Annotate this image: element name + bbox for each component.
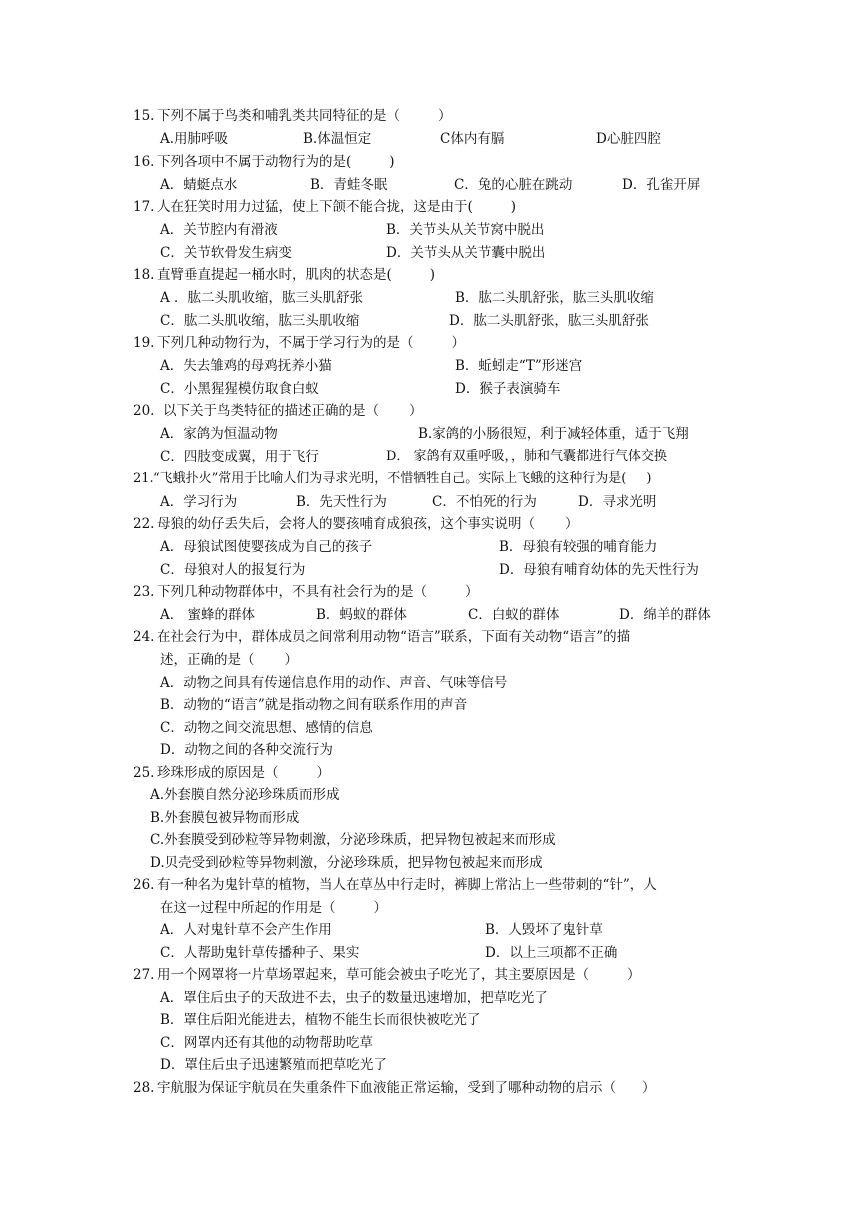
option-c: C．关节软骨发生病变: [160, 245, 292, 261]
option-b: B.外套膜包被异物而形成: [150, 810, 300, 826]
option-d: D心脏四腔: [596, 131, 661, 147]
option-a: A.用肺呼吸: [160, 131, 229, 147]
answer-paren: ）: [627, 967, 641, 983]
option-d: D.贝壳受到砂粒等异物刺激，分泌珍珠质，把异物包被起来而形成: [150, 855, 543, 871]
option-d: D．动物之间的各种交流行为: [160, 742, 333, 758]
question-22: [133, 515, 579, 533]
option-b: B．动物的“语言”就是指动物之间有联系作用的声音: [160, 697, 468, 713]
question-stem: 有一种名为鬼针草的植物，当人在草丛中行走时，裤脚上常沾上一些带刺的“针”，人: [157, 877, 657, 893]
option-a: A．家鸽为恒温动物: [160, 426, 278, 442]
question-number: 18.: [133, 267, 155, 283]
question-stem: 在社会行为中，群体成员之间常利用动物“语言”联系，下面有关动物“语言”的描: [157, 629, 631, 645]
option-d: D．关节头从关节囊中脱出: [386, 245, 546, 261]
question-17: [133, 198, 516, 216]
option-b: B．青蛙冬眠: [310, 177, 388, 193]
question-25: [133, 764, 330, 782]
option-c: C体内有膈: [440, 131, 505, 147]
answer-paren: ): [510, 199, 517, 215]
option-c: C．四肢变成翼，用于飞行: [160, 449, 319, 465]
option-d: D．以上三项都不正确: [485, 945, 618, 961]
question-stem: 直臂垂直提起一桶水时，肌肉的状态是(: [157, 267, 392, 283]
question-stem: 用一个网罩将一片草场罩起来，草可能会被虫子吃光了，其主要原因是（: [157, 967, 589, 983]
question-stem: 下列不属于鸟类和哺乳类共同特征的是（: [157, 108, 400, 124]
answer-paren: ): [646, 471, 652, 486]
option-c: C．网罩内还有其他的动物帮助吃草: [160, 1035, 373, 1051]
option-a: A．罩住后虫子的天敌进不去，虫子的数量迅速增加，把草吃光了: [160, 990, 548, 1006]
answer-paren: ）: [451, 335, 465, 351]
question-23: [133, 583, 479, 601]
question-number: 28.: [133, 1080, 155, 1096]
question-stem: “飞蛾扑火”常用于比喻人们为寻求光明，不惜牺牲自己。实际上飞蛾的这种行为是(: [153, 471, 627, 486]
option-d: D．猴子表演骑车: [455, 381, 561, 397]
option-c: C．动物之间交流思想、感情的信息: [160, 720, 373, 736]
option-b: B.家鸽的小肠很短，利于减轻体重，适于飞翔: [418, 426, 689, 442]
option-b: B．人毁坏了鬼针草: [485, 922, 603, 938]
answer-paren: ）: [465, 584, 479, 600]
option-d: D．寻求光明: [578, 494, 657, 510]
answer-paren: ）: [565, 516, 579, 532]
question-20: [133, 402, 423, 420]
option-b: B．母狼有较强的哺育能力: [499, 539, 658, 555]
question-28: [133, 1079, 656, 1097]
question-27: [133, 966, 641, 984]
option-d: D． 家鸽有双重呼吸，，肺和气囊都进行气体交换: [386, 449, 668, 464]
option-c: C．肱二头肌收缩，肱三头肌收缩: [160, 313, 360, 329]
answer-paren: ）: [642, 1080, 656, 1096]
option-a: A．母狼试图使婴孩成为自己的孩子: [160, 539, 373, 555]
option-a: A．动物之间具有传递信息作用的动作、声音、气味等信号: [160, 675, 508, 691]
answer-paren: ）: [373, 900, 387, 916]
question-number: 26.: [133, 877, 155, 893]
question-number: 27.: [133, 967, 155, 983]
option-b: B．蚯蚓走“T”形迷宫: [455, 358, 583, 374]
question-stem: 以下关于鸟类特征的描述正确的是（: [163, 403, 379, 419]
option-b: B．先天性行为: [296, 494, 387, 510]
option-b: B．关节头从关节窝中脱出: [386, 222, 545, 238]
option-c: C．母狼对人的报复行为: [160, 562, 306, 578]
question-number: 15.: [133, 108, 155, 124]
option-a: A．人对鬼针草不会产生作用: [160, 922, 332, 938]
option-d: D．罩住后虫子迅速繁殖而把草吃光了: [160, 1057, 387, 1073]
question-number: 22.: [133, 516, 155, 532]
question-stem: 下列几种动物行为，不属于学习行为的是（: [157, 335, 414, 351]
option-c: C．白蚁的群体: [468, 607, 560, 623]
question-number: 19.: [133, 335, 155, 351]
question-stem: 下列几种动物群体中，不具有社会行为的是（: [157, 584, 427, 600]
question-number: 20.: [133, 403, 155, 419]
option-b: B．蚂蚁的群体: [316, 607, 407, 623]
answer-paren: ): [429, 267, 436, 283]
option-a: A．学习行为: [160, 494, 238, 510]
answer-paren: ）: [438, 108, 452, 124]
option-b: B．罩住后阳光能进去，植物不能生长而很快被吃光了: [160, 1012, 481, 1028]
option-c: C．不怕死的行为: [432, 494, 537, 510]
option-d: D．肱二头肌舒张，肱三头肌舒张: [449, 313, 649, 329]
question-number: 23.: [133, 584, 155, 600]
option-c: C．小黑猩猩模仿取食白蚁: [160, 381, 319, 397]
option-d: D．孔雀开屏: [622, 177, 701, 193]
question-19: [133, 334, 465, 352]
question-number: 24.: [133, 629, 155, 645]
question-16: [133, 153, 395, 171]
answer-paren: ）: [284, 652, 298, 668]
question-24: [133, 628, 630, 646]
question-stem: 宇航服为保证宇航员在失重条件下血液能正常运输，受到了哪种动物的启示（: [157, 1080, 616, 1096]
option-b: B．肱二头肌舒张，肱三头肌收缩: [455, 290, 654, 306]
option-d: D．绵羊的群体: [619, 607, 711, 623]
question-15: [133, 107, 452, 125]
option-c: C．兔的心脏在跳动: [454, 177, 573, 193]
question-stem-cont: 在这一过程中所起的作用是（: [160, 900, 336, 916]
answer-paren: ）: [409, 403, 423, 419]
answer-paren: ): [389, 154, 395, 170]
question-number: 16.: [133, 154, 155, 170]
question-stem: 母狼的幼仔丢失后，会将人的婴孩哺育成狼孩，这个事实说明（: [157, 516, 535, 532]
question-stem: 下列各项中不属于动物行为的是(: [157, 154, 352, 170]
question-number: 21.: [133, 471, 154, 486]
option-a: A． 蜜蜂的群体: [160, 607, 256, 623]
answer-paren: ）: [316, 765, 330, 781]
option-a: A.外套膜自然分泌珍珠质而形成: [150, 787, 340, 803]
option-a: A ．肱二头肌收缩，肱三头肌舒张: [160, 290, 364, 306]
question-21: [133, 470, 651, 488]
question-number: 25.: [133, 765, 155, 781]
question-stem-cont: 述，正确的是（: [160, 652, 255, 668]
question-24-continuation: [160, 651, 298, 669]
option-d: D．母狼有哺育幼体的先天性行为: [499, 562, 699, 578]
option-a: A．失去雏鸡的母鸡抚养小猫: [160, 358, 332, 374]
question-number: 17.: [133, 199, 155, 215]
question-stem: 珍珠形成的原因是（: [157, 765, 279, 781]
option-a: A．蜻蜓点水: [160, 177, 238, 193]
option-c: C.外套膜受到砂粒等异物刺激，分泌珍珠质，把异物包被起来而形成: [150, 832, 556, 848]
question-26-continuation: [160, 899, 387, 917]
option-c: C．人帮助鬼针草传播种子、果实: [160, 945, 360, 961]
question-stem: 人在狂笑时用力过猛，使上下颌不能合拢，这是由于(: [157, 199, 473, 215]
question-18: [133, 266, 435, 284]
question-26: [133, 876, 657, 894]
option-a: A．关节腔内有滑液: [160, 222, 278, 238]
option-b: B.体温恒定: [303, 131, 372, 147]
